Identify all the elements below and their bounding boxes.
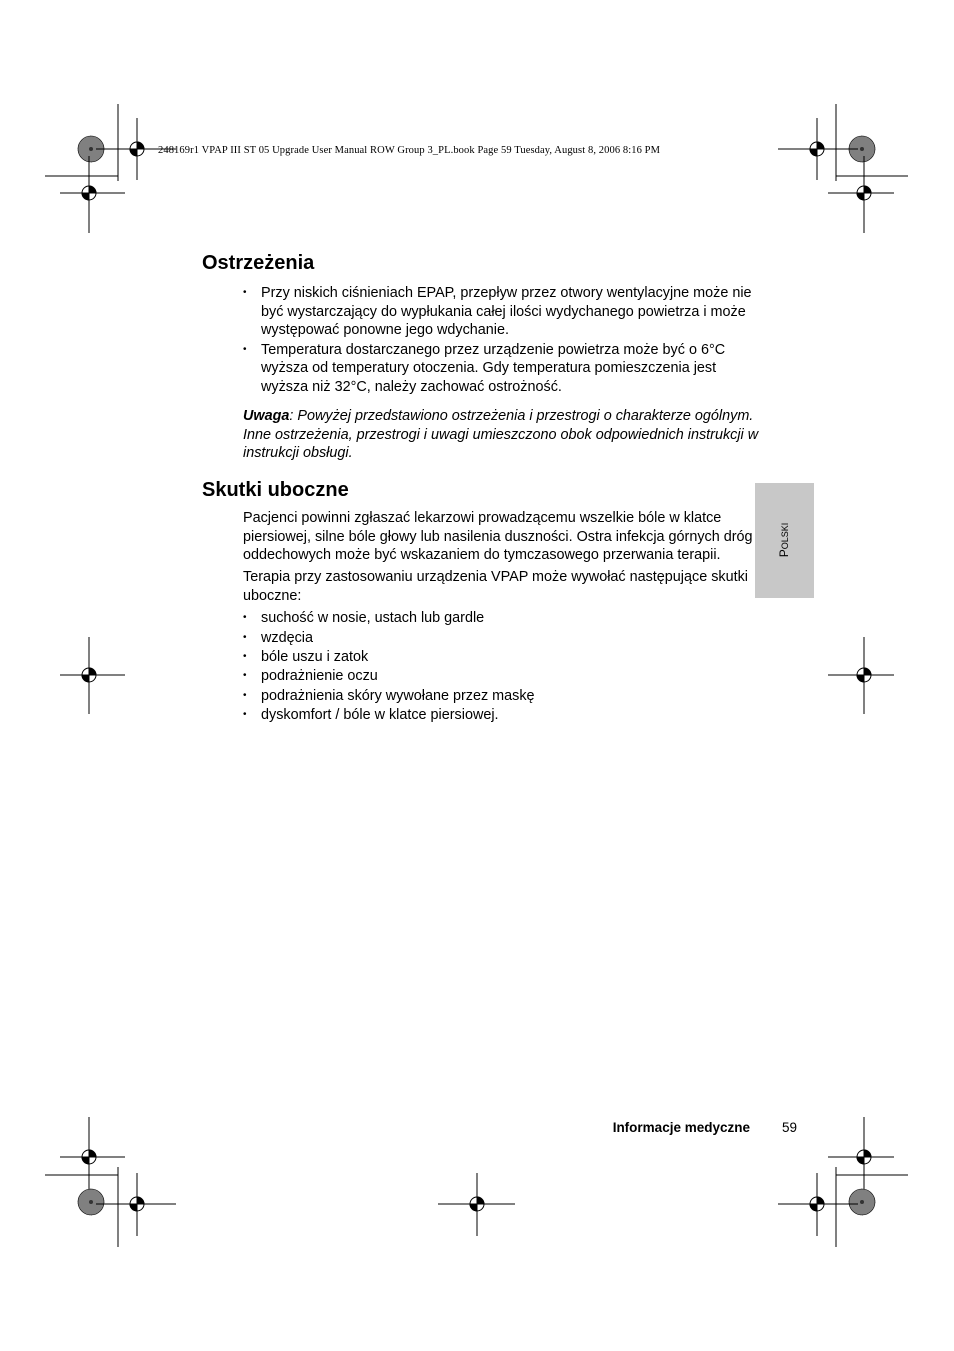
- tab-rest: OLSKI: [780, 522, 790, 550]
- side-effects-list: [202, 609, 762, 724]
- note-text: : Powyżej przedstawiono ostrzeżenia i przestrogi o charakterze ogólnym. Inne ostrzeżenia, przestrogi i uwagi umieszczono obok odpowiednich instrukcji w instrukcji obsługi.: [243, 407, 759, 462]
- section-title-warnings: Ostrzeżenia: [202, 252, 315, 274]
- language-tab-label: [777, 523, 791, 558]
- tab-initial: P: [777, 549, 791, 558]
- print-header: 248169r1 VPAP III ST 05 Upgrade User Manual ROW Group 3_PL.book Page 59 Tuesday, August 8, 2006 8:16 PM: [158, 145, 661, 156]
- paragraph: Pacjenci powinni zgłaszać lekarzowi prowadzącemu wszelkie bóle w klatce piersiowej, silne bóle głowy lub nasilenia duszności. Ostra infekcja górnych dróg oddechowych może być wskazaniem do tymczasowego przerwania terapii.: [243, 509, 753, 564]
- footer-section-title: Informacje medyczne: [612, 1120, 750, 1135]
- list-item: • Temperatura dostarczanego przez urządzenie powietrza może być o 6°C wyższa od temperatury otoczenia. Gdy temperatura pomieszczenia jest wyższa niż 32°C, należy zachować ostrożność.: [261, 341, 762, 397]
- section-title-side-effects: Skutki uboczne: [202, 478, 349, 501]
- note: [243, 407, 762, 463]
- language-side-tab: [755, 483, 814, 598]
- list-item: • suchość w nosie, ustach lub gardle: [261, 609, 762, 628]
- page-content: [202, 250, 762, 725]
- note-label: Uwaga: [243, 407, 290, 424]
- list-item: • podrażnienie oczu: [261, 667, 762, 686]
- list-item: • bóle uszu i zatok: [261, 648, 762, 667]
- page-number: 59: [782, 1120, 798, 1135]
- paragraph: Terapia przy zastosowaniu urządzenia VPAP może wywołać następujące skutki uboczne:: [243, 569, 748, 604]
- list-item: • podrażnienia skóry wywołane przez maskę: [261, 687, 762, 706]
- list-item: • dyskomfort / bóle w klatce piersiowej.: [261, 706, 762, 725]
- list-item: • wzdęcia: [261, 629, 762, 648]
- warnings-list: [202, 284, 762, 397]
- list-item: • Przy niskich ciśnieniach EPAP, przepływ przez otwory wentylacyjne może nie być wystarczający do wypłukania całej ilości wydychanego powietrza i może występować ponowne jego wdychanie.: [261, 284, 762, 340]
